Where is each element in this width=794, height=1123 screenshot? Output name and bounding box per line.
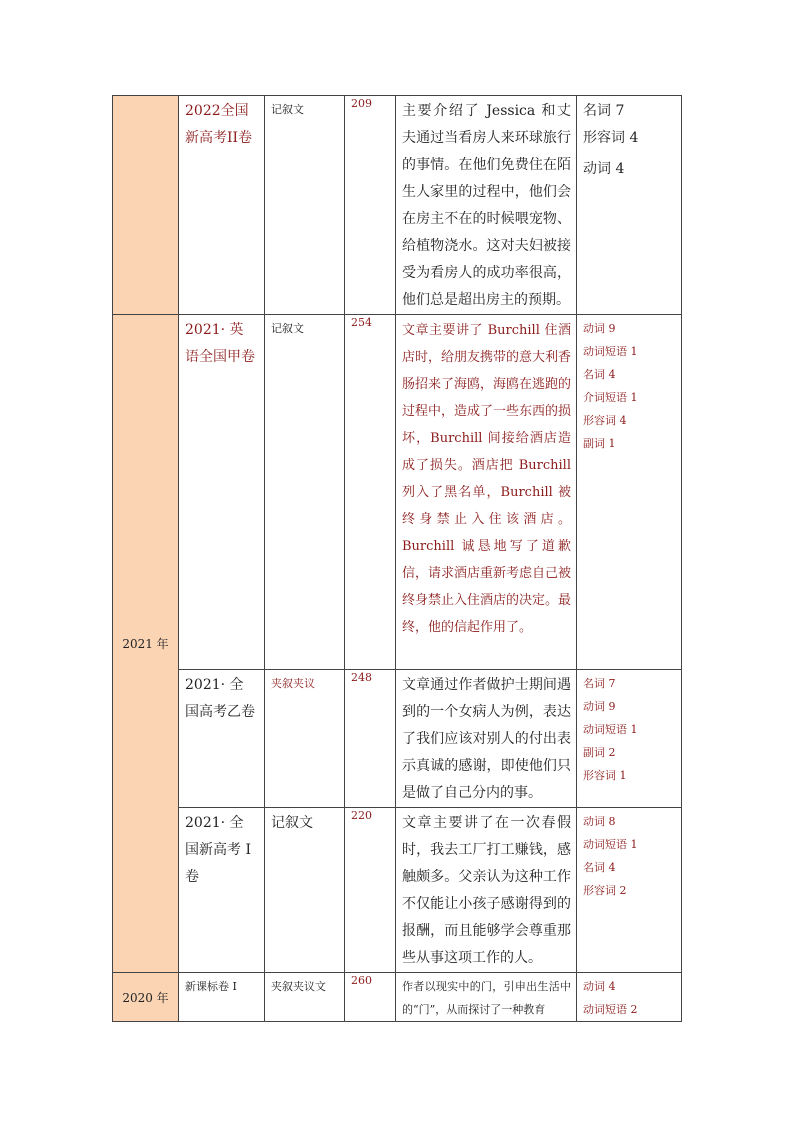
word-stat: 动词短语 2 xyxy=(583,1003,638,1016)
year-cell: 2020 年 xyxy=(113,973,179,1022)
word-stat: 名词 7 xyxy=(583,677,616,690)
word-count-cell: 254 xyxy=(345,315,396,670)
word-stat: 形容词 2 xyxy=(583,884,627,897)
table-row xyxy=(113,315,682,670)
word-stat: 副词 1 xyxy=(583,437,616,450)
word-stat: 形容词 1 xyxy=(583,769,627,782)
genre-cell: 记叙文 xyxy=(265,315,345,670)
summary-cell: 主要介绍了 Jessica 和丈夫通过当看房人来环球旅行的事情。在他们免费住在陌生人家里的过程中，他们会在房主不在的时候喂宠物、给植物浇水。这对夫妇被接受为看房人的成功率很高，他们总是超出房主的预期。 xyxy=(396,96,577,315)
summary-cell: 文章通过作者做护士期间遇到的一个女病人为例，表达了我们应该对别人的付出表示真诚的感谢，即使他们只是做了自己分内的事。 xyxy=(396,670,577,808)
word-stats-cell xyxy=(577,973,682,1022)
year-cell xyxy=(113,96,179,315)
year-cell: 2021 年 xyxy=(113,315,179,973)
word-stats-cell xyxy=(577,96,682,315)
table-row xyxy=(113,670,682,808)
word-stat: 动词 9 xyxy=(583,700,616,713)
word-count-cell: 260 xyxy=(345,973,396,1022)
table-row xyxy=(113,808,682,973)
word-stats-cell xyxy=(577,808,682,973)
genre-cell: 记叙文 xyxy=(265,808,345,973)
word-stat: 动词短语 1 xyxy=(583,838,638,851)
word-stat: 形容词 4 xyxy=(583,414,627,427)
genre-cell: 夹叙夹议 xyxy=(265,670,345,808)
word-stat: 动词 4 xyxy=(583,161,625,177)
word-stat: 动词短语 1 xyxy=(583,345,638,358)
word-stats-cell xyxy=(577,315,682,670)
word-count-cell: 220 xyxy=(345,808,396,973)
summary-cell: 作者以现实中的门，引申出生活中的“门”，从而探讨了一种教育 xyxy=(396,973,577,1022)
word-stats-cell xyxy=(577,670,682,808)
reading-passage-table xyxy=(112,95,682,1022)
source-cell: 2021· 全 国新高考 I 卷 xyxy=(179,808,265,973)
word-stat: 动词 4 xyxy=(583,980,616,993)
word-stat: 介词短语 1 xyxy=(583,391,638,404)
table-row xyxy=(113,96,682,315)
word-stat: 名词 7 xyxy=(583,103,625,119)
genre-cell: 记叙文 xyxy=(265,96,345,315)
summary-cell: 文章主要讲了 Burchill 住酒店时，给朋友携带的意大利香肠招来了海鸥，海鸥在逃跑的过程中，造成了一些东西的损坏，Burchill 间接给酒店造成了损失。酒店把 Burchill 列入了黑名单，Burchill 被终身禁止入住该酒店。Burchill 诚恳地写了道歉信，请求酒店重新考虑自己被终身禁止入住酒店的决定。最终，他的信起作用了。 xyxy=(396,315,577,670)
source-cell: 2022全国新高考II卷 xyxy=(179,96,265,315)
table-row xyxy=(113,973,682,1022)
source-cell: 2021· 英 语全国甲卷 xyxy=(179,315,265,670)
source-cell: 新课标卷 I xyxy=(179,973,265,1022)
word-count-cell: 209 xyxy=(345,96,396,315)
word-stat: 动词短语 1 xyxy=(583,723,638,736)
word-stat: 副词 2 xyxy=(583,746,616,759)
source-cell: 2021· 全 国高考乙卷 xyxy=(179,670,265,808)
summary-cell: 文章主要讲了在一次春假时，我去工厂打工赚钱，感触颇多。父亲认为这种工作不仅能让小孩子感谢得到的报酬，而且能够学会尊重那些从事这项工作的人。 xyxy=(396,808,577,973)
word-count-cell: 248 xyxy=(345,670,396,808)
genre-cell: 夹叙夹议文 xyxy=(265,973,345,1022)
word-stat: 名词 4 xyxy=(583,861,616,874)
word-stat: 动词 9 xyxy=(583,322,616,335)
word-stat: 名词 4 xyxy=(583,368,616,381)
word-stat: 动词 8 xyxy=(583,815,616,828)
word-stat: 形容词 4 xyxy=(583,130,639,146)
